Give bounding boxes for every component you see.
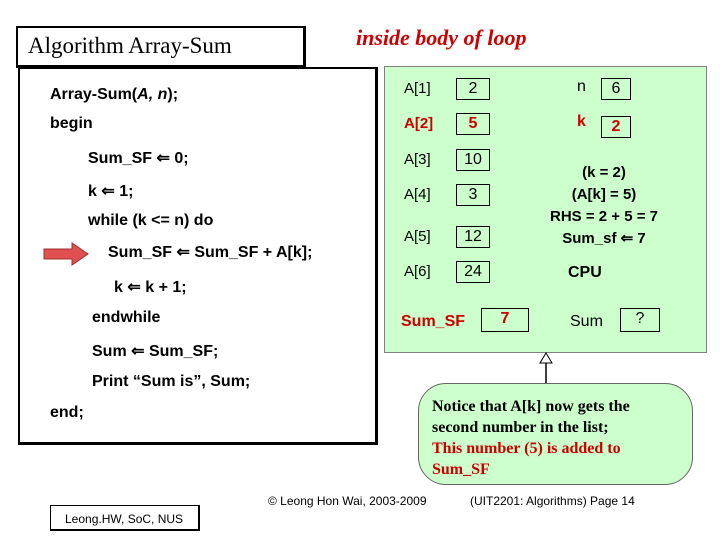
code-line-loop-k: k ⇐ k + 1;	[114, 279, 187, 296]
footer-author: Leong.HW, SoC, NUS	[65, 512, 184, 526]
array-label-6: A[6]	[404, 263, 431, 280]
cpu-label: CPU	[568, 264, 602, 281]
array-cell-2: 5	[456, 113, 490, 135]
slide-title: Algorithm Array-Sum	[28, 33, 232, 58]
code-line-begin: begin	[50, 115, 93, 132]
note-line-1: Notice that A[k] now gets the	[432, 398, 630, 415]
assign-arrow-icon: ⇐	[101, 183, 115, 200]
connector-arrow-icon	[536, 352, 556, 386]
info-line-4: Sum_sf ⇐ 7	[562, 230, 646, 247]
assign-arrow-icon: ⇐	[620, 230, 634, 247]
code-line-print: Print “Sum is”, Sum;	[92, 373, 251, 390]
array-label-2: A[2]	[404, 115, 434, 132]
code-line-init-k: k ⇐ 1;	[88, 183, 134, 200]
code-line-assign-sum: Sum ⇐ Sum_SF;	[92, 343, 219, 360]
code-line-endwhile: endwhile	[92, 309, 161, 326]
array-label-5: A[5]	[404, 228, 431, 245]
current-line-pointer-icon	[42, 242, 90, 266]
footer-page: (UIT2201: Algorithms) Page 14	[470, 494, 635, 508]
n-label: n	[577, 78, 586, 95]
n-value: 6	[601, 78, 631, 100]
info-line-3: RHS = 2 + 5 = 7	[550, 208, 658, 225]
sum-sf-value: 7	[481, 308, 529, 332]
k-label: k	[577, 113, 586, 130]
assign-arrow-icon: ⇐	[131, 343, 145, 360]
footer-copyright: © Leong Hon Wai, 2003-2009	[268, 494, 427, 508]
array-label-3: A[3]	[404, 151, 431, 168]
array-label-4: A[4]	[404, 186, 431, 203]
code-line-init-sum: Sum_SF ⇐ 0;	[88, 150, 189, 167]
slide-subtitle: inside body of loop	[356, 25, 527, 50]
k-value: 2	[601, 116, 631, 138]
assign-arrow-icon: ⇐	[156, 150, 170, 167]
array-cell-1: 2	[456, 78, 490, 100]
array-cell-4: 3	[456, 184, 490, 206]
assign-arrow-icon: ⇐	[127, 279, 141, 296]
footer-author-box	[50, 505, 200, 531]
code-line-end: end;	[50, 404, 84, 421]
code-line-header: Array-Sum(A, n);	[50, 86, 179, 103]
info-line-2: (A[k] = 5)	[571, 186, 637, 203]
array-label-1: A[1]	[404, 80, 431, 97]
sum-label: Sum	[570, 313, 603, 330]
title-box	[16, 26, 306, 68]
sum-sf-label: Sum_SF	[401, 313, 466, 330]
note-line-3: This number (5) is added to	[432, 440, 621, 457]
array-cell-3: 10	[456, 149, 490, 171]
note-line-4: Sum_SF	[432, 461, 490, 478]
array-cell-6: 24	[456, 261, 490, 283]
sum-value: ?	[620, 308, 660, 332]
assign-arrow-icon: ⇐	[176, 244, 190, 261]
array-cell-5: 12	[456, 226, 490, 248]
code-line-loop-sum: Sum_SF ⇐ Sum_SF + A[k];	[108, 244, 313, 261]
code-line-while: while (k <= n) do	[88, 212, 214, 229]
info-line-1: (k = 2)	[582, 164, 626, 181]
note-line-2: second number in the list;	[432, 419, 609, 436]
